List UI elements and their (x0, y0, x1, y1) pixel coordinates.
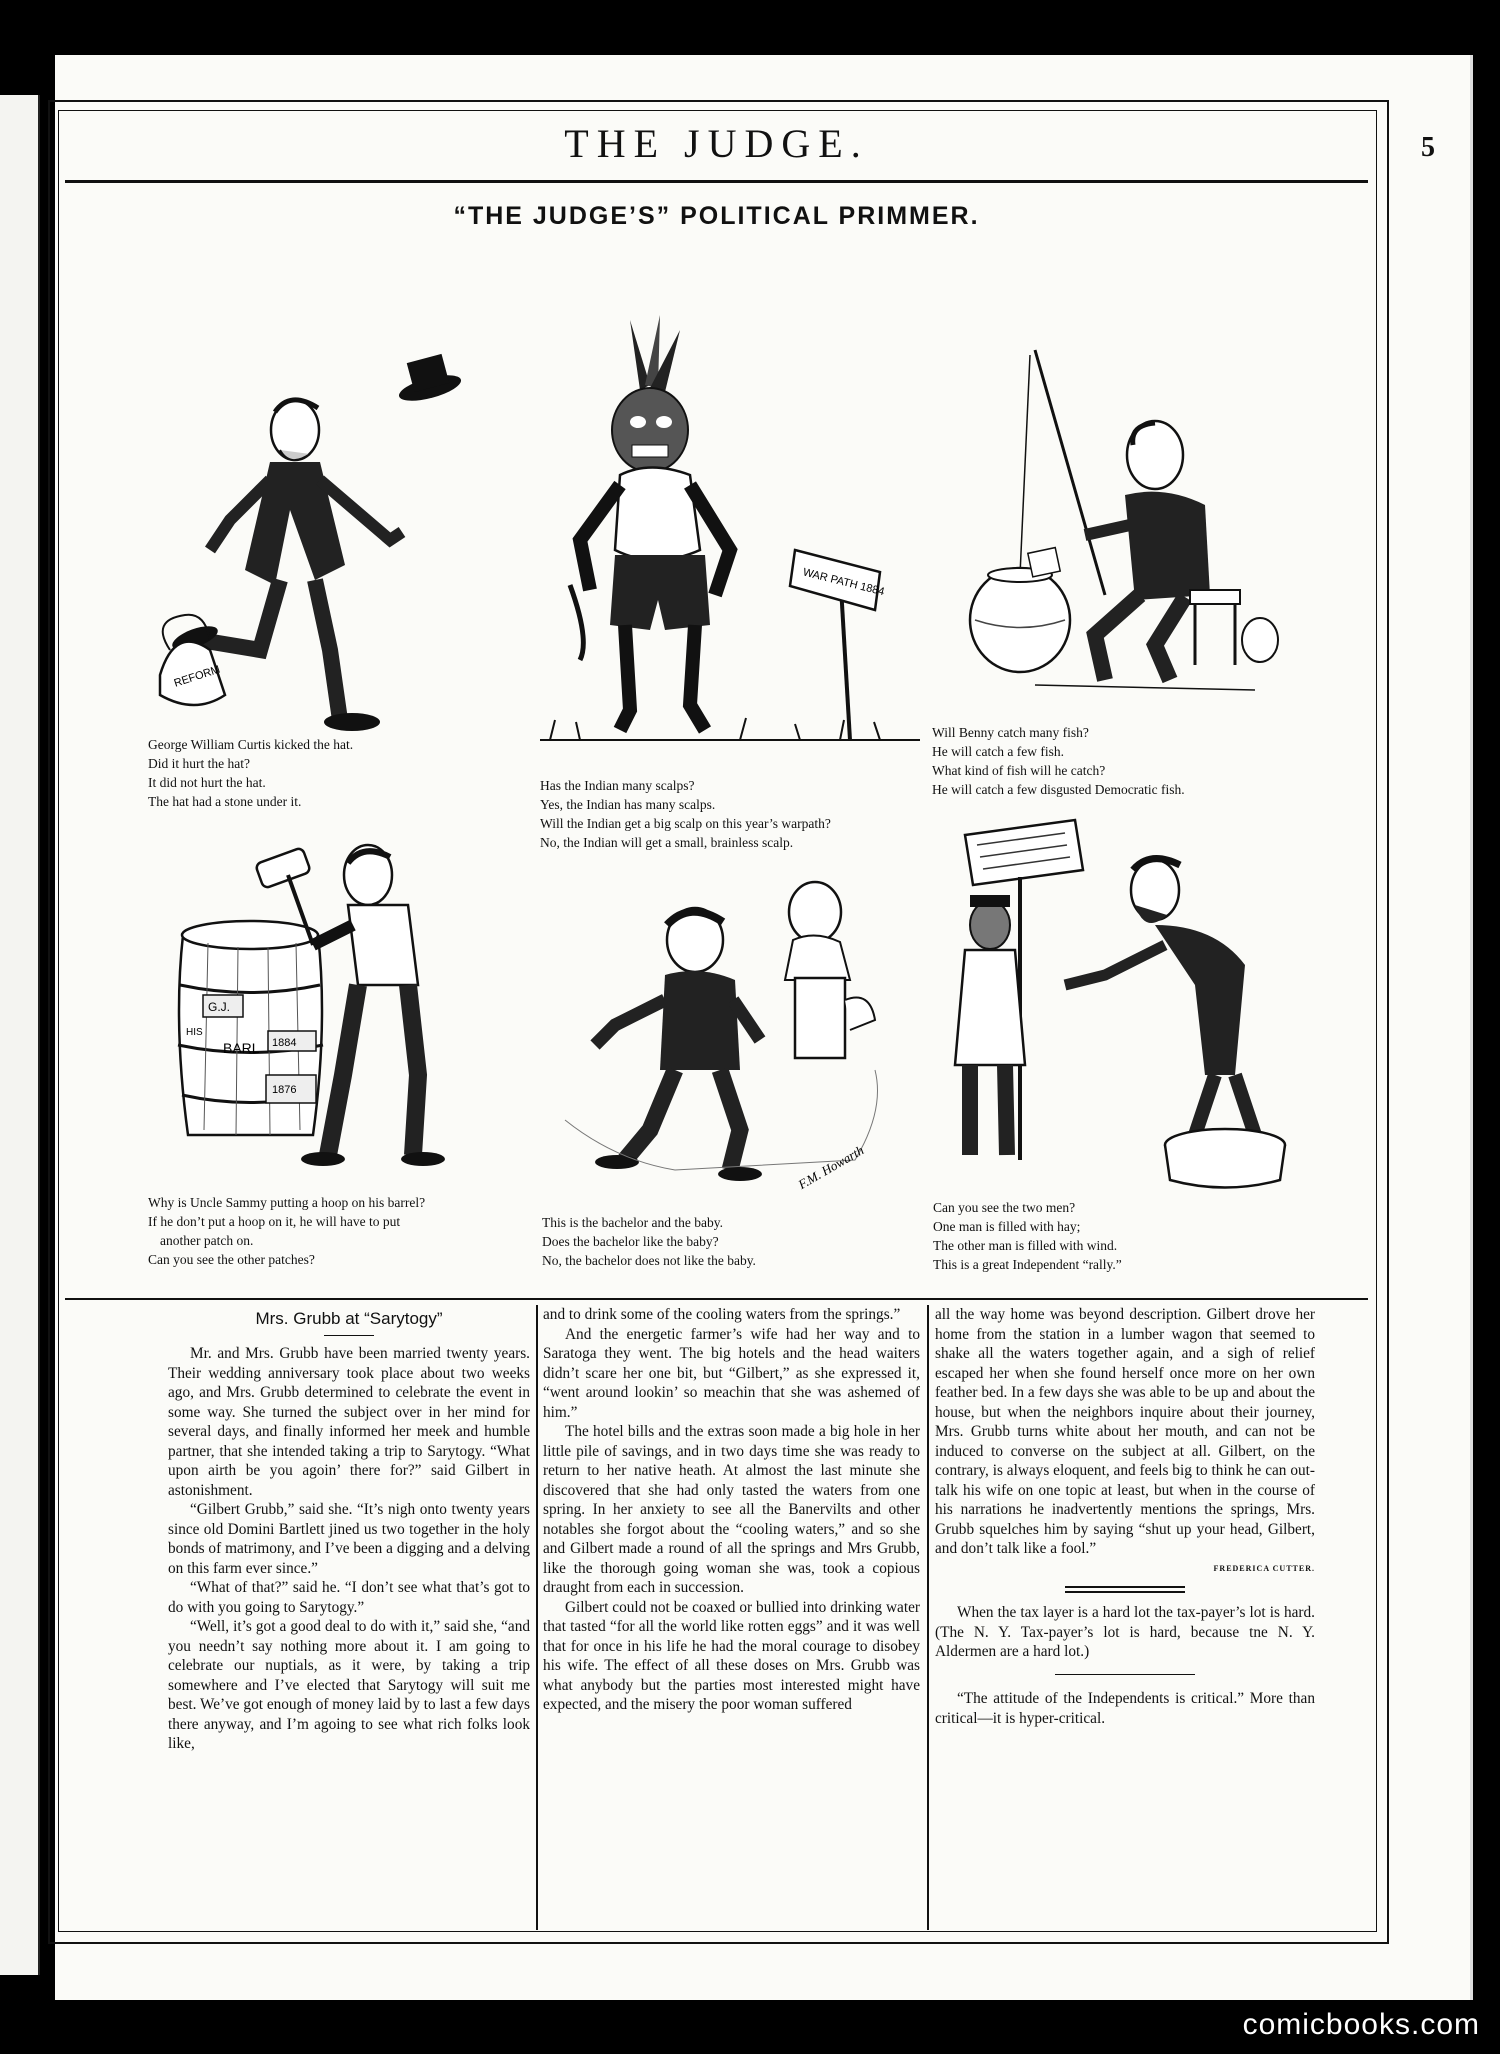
paragraph: “Well, it’s got a good deal to do with it,” said she, “and you needn’t say nothing more about it. I am going to celebrate our nuptials, as it were, by taking a trip somewhere and I’ve elected that Sarytogy will suit me best. We’ve got enough of money laid by to last a few days there anyway, and I’m agoing to see what rich folks look like, (168, 1618, 530, 1752)
barrel-icon (178, 921, 323, 1135)
caption-line: If he don’t put a hoop on it, he will have to put (148, 1214, 401, 1229)
section-title: “THE JUDGE’S” POLITICAL PRIMMER. (453, 202, 980, 230)
scarecrow-icon (955, 895, 1025, 1155)
caption-line: He will catch a few disgusted Democratic fish. (932, 782, 1185, 797)
reform-label: REFORM (172, 663, 222, 690)
two-men-rally-illustration (935, 815, 1305, 1190)
masthead-title: THE JUDGE. (564, 121, 869, 166)
filler-paragraph: “The attitude of the Independents is critical.” More than critical—it is hyper-critical. (935, 1690, 1315, 1727)
artist-signature: F.M. Howarth (795, 1142, 867, 1192)
barrel-label: HIS (186, 1027, 203, 1038)
caption-line: No, the Indian will get a small, brainless scalp. (540, 835, 794, 850)
caption-line: It did not hurt the hat. (148, 775, 266, 790)
author-signature: FREDERICA CUTTER. (1213, 1563, 1315, 1573)
baby-icon (785, 882, 875, 1058)
column-rule (536, 1305, 538, 1930)
top-hat-icon (397, 354, 464, 406)
man-fishing-illustration (955, 335, 1285, 710)
paragraph: And the energetic farmer’s wife had her way and to Saratoga they went. The big hotels and the head waiters didn’t scare her one bit, but “Gilbert,” as she expressed it, “went around lookin’ so meachin that she was ashemed of him.” (543, 1325, 920, 1421)
section-divider (65, 1298, 1368, 1300)
caption-sammy (148, 1193, 425, 1269)
caption-line: Yes, the Indian has many scalps. (540, 797, 716, 812)
paragraph: all the way home was beyond description. Gilbert drove her home from the station in a lumber wagon that seemed to shake all the waters together again, and a sigh of relief escaped her when she found herself once more on her own feather bed. In a few days she was able to be up and about the house, but when the neighbors inquire about their journey, Mrs. Grubb turns white about her mouth, and can not be induced to converse on the subject at all. Gilbert, on the contrary, is always eloquent, and feels big to think he can out-talk his wife on one topic at least, but when in the course of his narrations he inadvertently mentions the springs, Mrs. Grubb squelches him by saying “shut up your head, Gilbert, and don’t talk like a fool.” (935, 1306, 1315, 1557)
article-title: Mrs. Grubb at “Sarytogy” (255, 1309, 443, 1328)
caption-indian (540, 776, 831, 852)
site-watermark: comicbooks.com (1242, 2008, 1480, 2041)
paragraph: Mr. and Mrs. Grubb have been married twenty years. Their wedding anniversary took place about two weeks ago, and Mrs. Grubb determined to celebrate the event in some way. She turned the subject over in her mind for several days, and finally informed her meek and humble partner, that she intended taking a trip to Sarytogy. “What upon airth be you agoin’ there for?” said Gilbert in astonishment. (168, 1345, 530, 1499)
man-hammering-barrel-illustration (168, 835, 523, 1175)
caption-line: Can you see the other patches? (148, 1252, 315, 1267)
caption-line: Will Benny catch many fish? (932, 725, 1089, 740)
masthead-rule (65, 180, 1368, 183)
barrel-label: 1884 (272, 1037, 297, 1049)
article-column-3 (935, 1305, 1315, 1728)
bachelor-and-baby-illustration (555, 870, 900, 1195)
paragraph: and to drink some of the cooling waters from the springs.” (543, 1306, 901, 1323)
fishbowl-icon (970, 568, 1070, 672)
facing-page-edge (0, 95, 40, 1975)
caption-rally (933, 1198, 1122, 1274)
title-rule (324, 1335, 374, 1337)
paragraph: The hotel bills and the extras soon made a big hole in her little pile of savings, and in two days time she was ready to return to her native heath. At almost the last minute she discovered that she had only tasted the waters from one spring. In her anxiety to see all the Banervilts and other notables she forgot about the “cooling waters,” and so she and Gilbert made a round of all the springs and Mrs Grubb, like the thorough going woman she was, took a copious draught from each in succession. (543, 1423, 920, 1596)
caption-line: He will catch a few fish. (932, 744, 1064, 759)
barrel-label: 1876 (272, 1084, 297, 1096)
warrior-illustration (540, 310, 920, 765)
page-number: 5 (1421, 132, 1435, 163)
caption-line: The hat had a stone under it. (148, 794, 302, 809)
caption-line: Will the Indian get a big scalp on this year’s warpath? (540, 816, 831, 831)
caption-line: Can you see the two men? (933, 1200, 1076, 1215)
caption-line: The other man is filled with wind. (933, 1238, 1118, 1253)
caption-bachelor (542, 1213, 756, 1270)
article-column-1 (168, 1305, 530, 1754)
man-kicking-hat-illustration (140, 350, 470, 740)
caption-line: What kind of fish will he catch? (932, 763, 1106, 778)
caption-line: Did it hurt the hat? (148, 756, 250, 771)
filler-paragraph: When the tax layer is a hard lot the tax-payer’s lot is hard. (The N. Y. Tax-payer’s lot is hard, because tne N. Y. Aldermen are a hard lot.) (935, 1604, 1315, 1660)
warpath-label: WAR PATH 1884 (801, 566, 886, 599)
caption-line: This is a great Independent “rally.” (933, 1257, 1122, 1272)
paragraph: “What of that?” said he. “I don’t see what that’s got to do with you going to Sarytogy.” (168, 1579, 530, 1616)
caption-line: Does the bachelor like the baby? (542, 1234, 719, 1249)
caption-line: This is the bachelor and the baby. (542, 1215, 723, 1230)
article-column-2 (543, 1305, 920, 1715)
caption-line: another patch on. (160, 1233, 254, 1248)
caption-line: Why is Uncle Sammy putting a hoop on his barrel? (148, 1195, 426, 1210)
caption-line: George William Curtis kicked the hat. (148, 737, 354, 752)
double-rule (1065, 1586, 1185, 1593)
barrel-label: G.J. (208, 1000, 231, 1014)
column-rule (927, 1305, 929, 1930)
caption-curtis (148, 735, 353, 811)
warpath-sign-icon (790, 550, 886, 740)
paragraph: Gilbert could not be coaxed or bullied into drinking water that tasted “for all the world like rotten eggs” and it was well that for once in his life he had the moral courage to disobey his wife. The effect of all these doses on Mrs. Grubb was what anybody but the parties most interested might have expected, and the misery the poor woman suffered (543, 1598, 920, 1713)
caption-line: No, the bachelor does not like the baby. (542, 1253, 756, 1268)
filler-rule (1055, 1674, 1195, 1676)
barrel-label: BARL (223, 1040, 260, 1056)
caption-benny (932, 723, 1185, 799)
caption-line: Has the Indian many scalps? (540, 778, 695, 793)
paragraph: “Gilbert Grubb,” said she. “It’s nigh onto twenty years since old Domini Bartlett jined us two together in the holy bonds of matrimony, and I’ve been a digging and a delving on this farm ever since.” (168, 1501, 530, 1577)
caption-line: One man is filled with hay; (933, 1219, 1081, 1234)
